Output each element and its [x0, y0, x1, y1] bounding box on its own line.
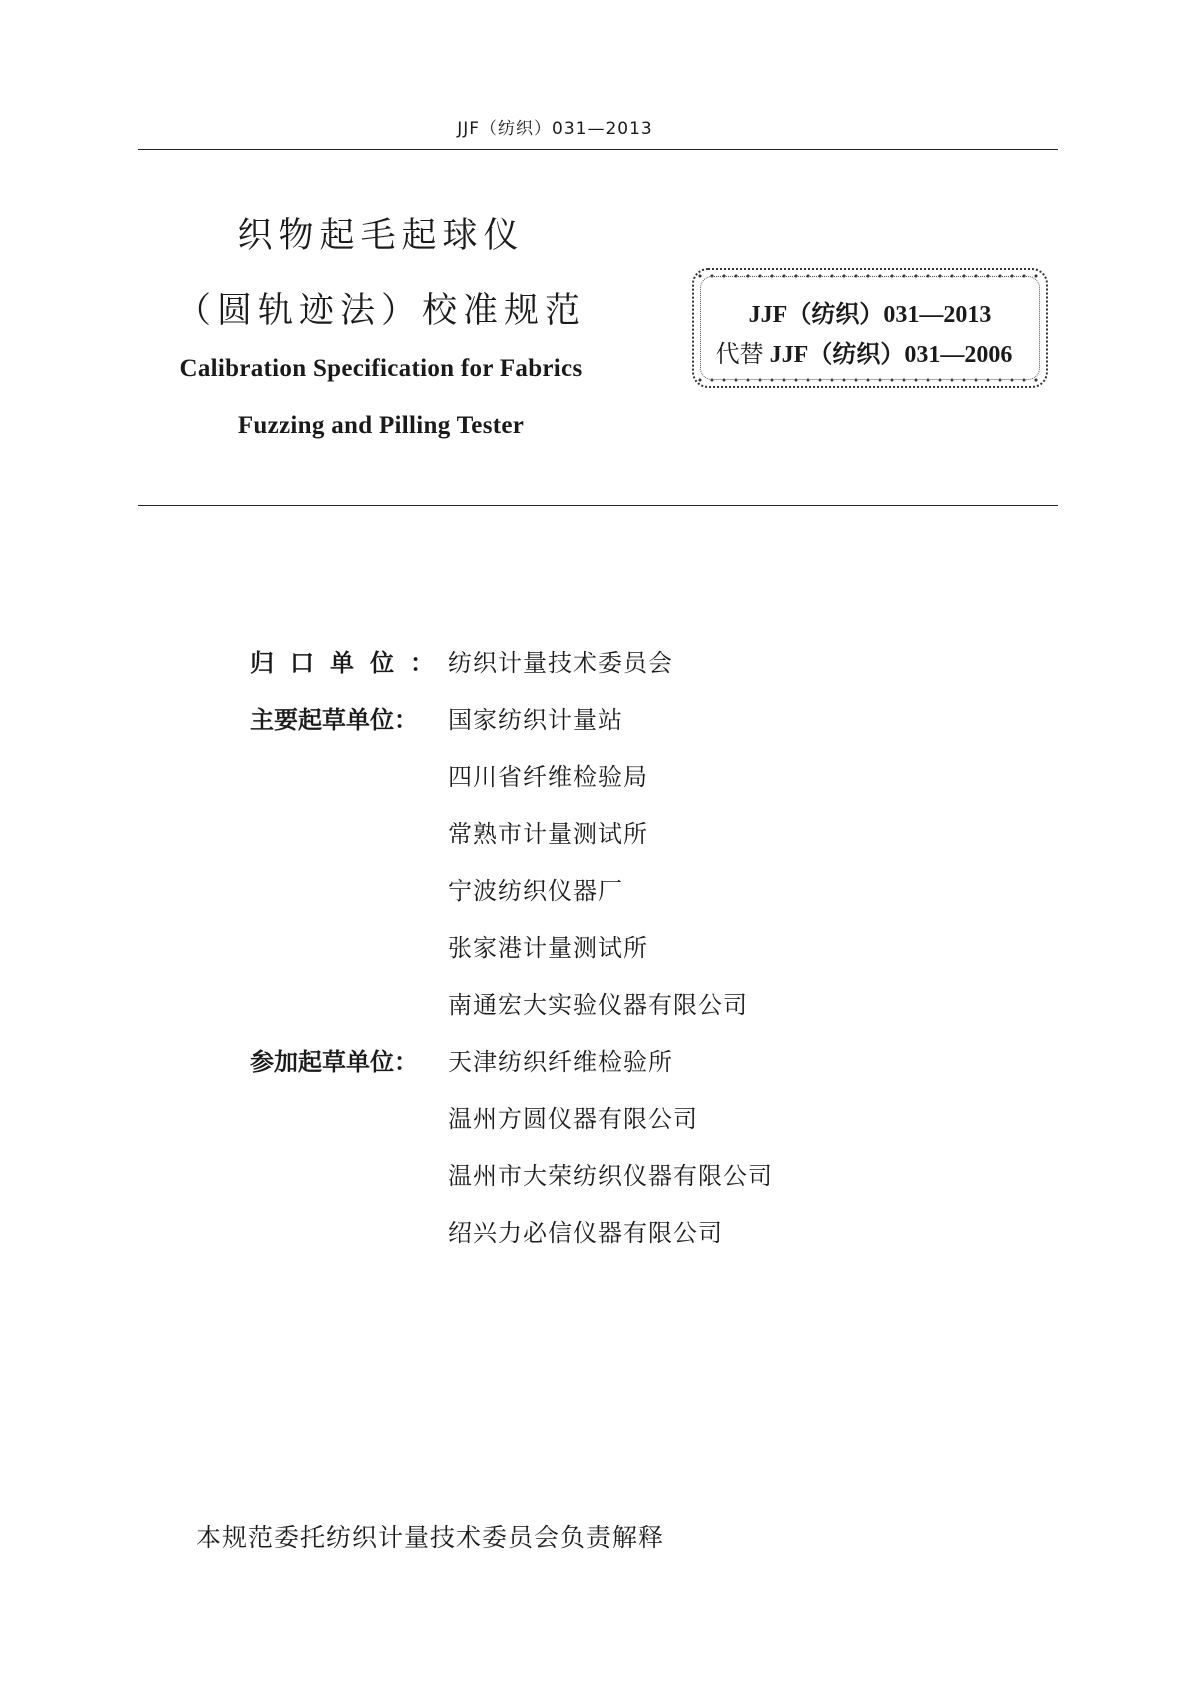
main-unit: 四川省纤维检验局	[448, 763, 648, 791]
main-unit-row	[250, 985, 773, 1042]
participating-unit: 温州方圆仪器有限公司	[448, 1105, 698, 1133]
main-unit: 常熟市计量测试所	[448, 820, 648, 848]
participating-unit-row	[250, 1213, 773, 1270]
responsible-unit-label: 归口单位：	[250, 649, 450, 677]
participating-unit-row	[250, 1042, 773, 1099]
participating-unit-row	[250, 1156, 773, 1213]
main-unit: 南通宏大实验仪器有限公司	[448, 991, 748, 1019]
title-en-line2: Fuzzing and Pilling Tester	[237, 412, 525, 439]
main-unit-row	[250, 700, 773, 757]
participating-unit-row	[250, 1099, 773, 1156]
main-unit-row	[250, 928, 773, 985]
main-unit: 宁波纺织仪器厂	[448, 877, 623, 905]
participating-unit: 天津纺织纤维检验所	[448, 1048, 673, 1076]
main-units-label: 主要起草单位：	[250, 706, 418, 734]
interpretation-note: 本规范委托纺织计量技术委员会负责解释	[196, 1523, 665, 1552]
participating-unit: 绍兴力必信仪器有限公司	[448, 1219, 723, 1247]
main-unit-row	[250, 871, 773, 928]
responsible-unit: 纺织计量技术委员会	[448, 649, 673, 677]
participating-units-label: 参加起草单位：	[250, 1048, 418, 1076]
header-rule	[138, 149, 1058, 150]
main-unit: 张家港计量测试所	[448, 934, 648, 962]
main-unit-row	[250, 814, 773, 871]
title-block-rule	[138, 505, 1058, 506]
title-en-line1: Calibration Specification for Fabrics	[179, 355, 583, 382]
replaces-line	[688, 334, 1040, 369]
responsible-unit-row	[250, 643, 773, 700]
running-header-code: JJF（纺织）031—2013	[457, 119, 653, 139]
title-zh-line1: 织物起毛起球仪	[237, 216, 525, 256]
main-unit: 国家纺织计量站	[448, 706, 623, 734]
drafting-units	[250, 643, 773, 1270]
replaces-prefix: 代替	[715, 340, 764, 368]
replaced-standard-code: JJF（纺织）031—2006	[769, 342, 1013, 368]
main-unit-row	[250, 757, 773, 814]
standard-code-box	[692, 268, 1048, 388]
standard-code: JJF（纺织）031—2013	[748, 302, 992, 328]
title-zh-line2: （圆轨迹法）校准规范	[175, 291, 586, 331]
participating-unit: 温州市大荣纺织仪器有限公司	[448, 1162, 773, 1190]
